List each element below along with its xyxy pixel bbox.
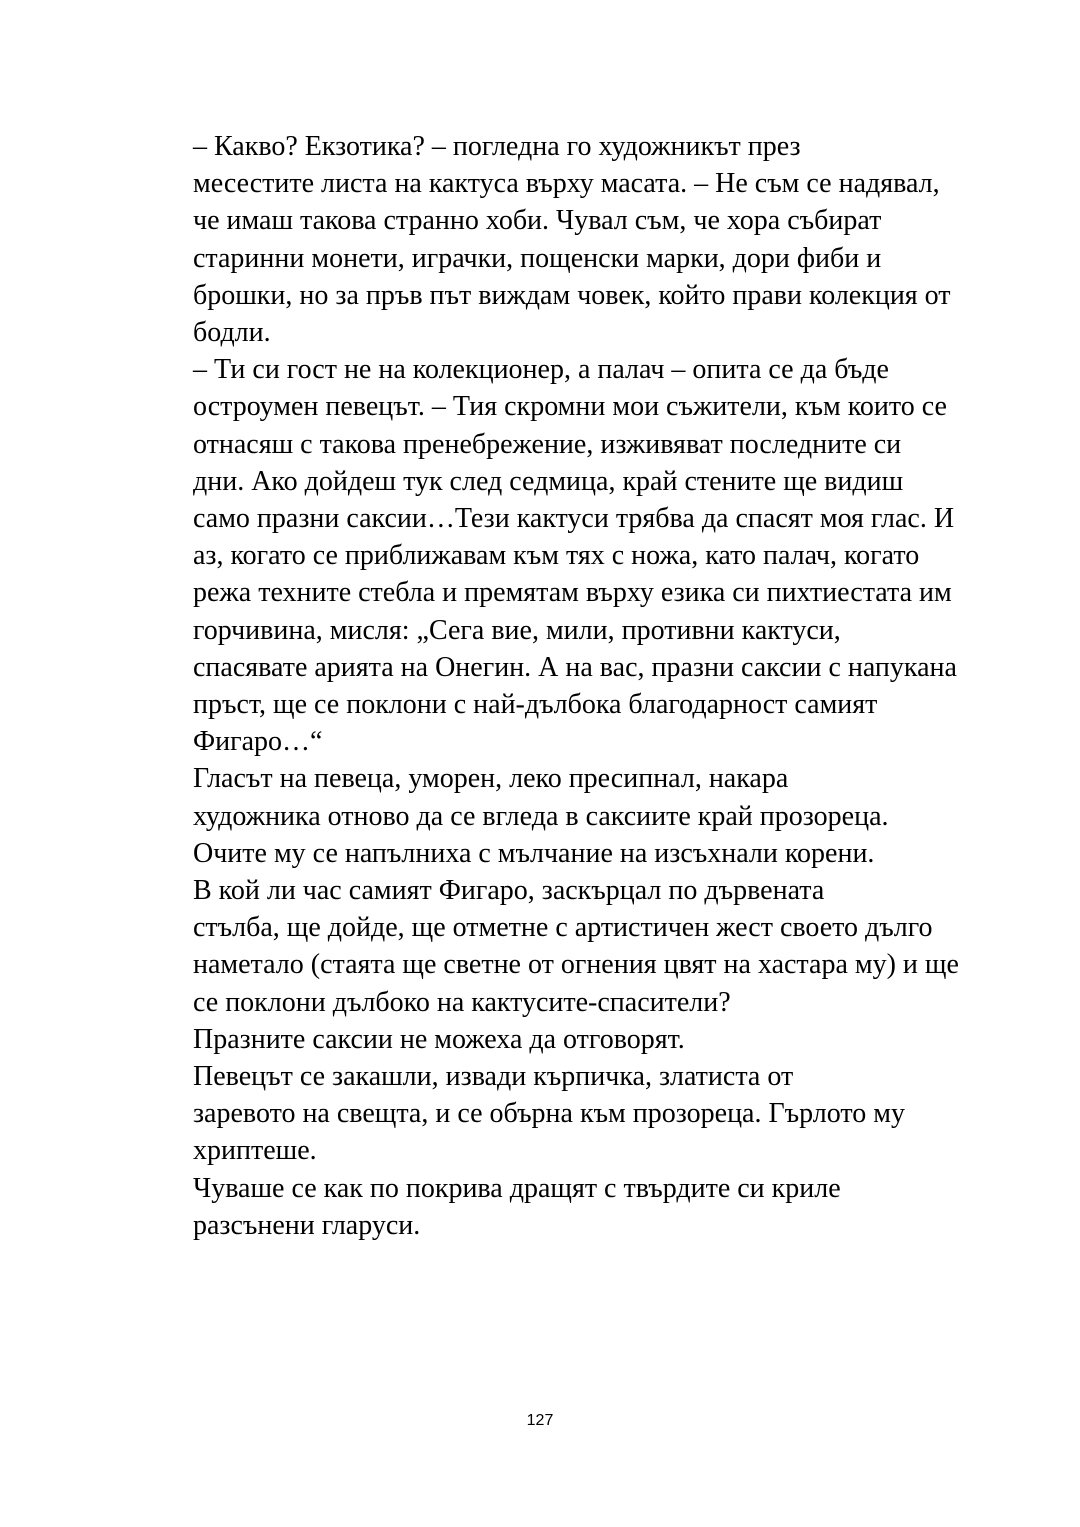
text-line: В кой ли час самият Фигаро, заскърцал по дървената	[193, 875, 825, 907]
text-line: Фигаро…“	[193, 726, 323, 758]
body-text	[129, 128, 959, 1244]
text-line: – Какво? Екзотика? – погледна го художникът през	[193, 131, 801, 162]
paragraph	[129, 1170, 959, 1244]
text-line: художника отново да се вгледа в саксиите край прозореца.	[193, 800, 889, 832]
text-line: дни. Ако дойдеш тук след седмица, край стените ще видиш	[193, 465, 904, 497]
text-line: брошки, но за пръв път виждам човек, който прави колекция от	[193, 279, 951, 311]
text-line: Гласът на певеца, уморен, леко пресипнал, накара	[193, 763, 789, 795]
text-line: се поклони дълбоко на кактусите-спасители?	[193, 986, 731, 1018]
text-line: Чуваше се как по покрива дращят с твърдите си криле	[193, 1172, 841, 1204]
text-line: че имаш такова странно хоби. Чувал съм, че хора събират	[193, 205, 882, 237]
paragraph	[129, 1021, 959, 1058]
text-line: наметало (стаята ще светне от огнения цвят на хастара му) и ще	[193, 949, 959, 981]
text-line: спасявате арията на Онегин. А на вас, празни саксии с напукана	[193, 651, 957, 683]
text-line: горчивина, мисля: „Сега вие, мили, противни кактуси,	[193, 614, 841, 646]
paragraph	[129, 872, 959, 1021]
paragraph	[129, 351, 959, 760]
text-line: само празни саксии…Тези кактуси трябва да спасят моя глас. И	[193, 503, 955, 535]
page-number: 127	[526, 1412, 554, 1429]
text-line: отнасяш с такова пренебрежение, изживяват последните си	[193, 428, 902, 460]
text-line: пръст, ще се поклони с най-дълбока благодарност самият	[193, 689, 878, 721]
paragraph	[129, 128, 959, 351]
text-line: – Ти си гост не на колекционер, а палач – опита се да бъде	[193, 354, 889, 386]
paragraph	[129, 760, 959, 872]
text-line: Очите му се напълниха с мълчание на изсъхнали корени.	[193, 837, 875, 869]
text-line: разсънени гларуси.	[193, 1209, 421, 1241]
text-line: Певецът се закашли, извади кърпичка, златиста от	[193, 1061, 794, 1093]
text-line: Празните саксии не можеха да отговорят.	[193, 1023, 685, 1055]
paragraph	[129, 1058, 959, 1170]
text-line: стълба, ще дойде, ще отметне с артистичен жест своето дълго	[193, 912, 933, 944]
text-line: режа техните стебла и премятам върху езика си пихтиестата им	[193, 577, 952, 609]
text-line: бодли.	[193, 317, 271, 349]
text-line: заревото на свещта, и се обърна към прозореца. Гърлото му	[193, 1098, 905, 1130]
text-line: хриптеше.	[193, 1135, 317, 1167]
text-line: месестите листа на кактуса върху масата. – Не съм се надявал,	[193, 168, 940, 200]
text-line: аз, когато се приближавам към тях с ножа, като палач, когато	[193, 540, 920, 572]
text-line: остроумен певецът. – Тия скромни мои съжители, към които се	[193, 391, 947, 423]
text-line: старинни монети, играчки, пощенски марки, дори фиби и	[193, 242, 882, 274]
